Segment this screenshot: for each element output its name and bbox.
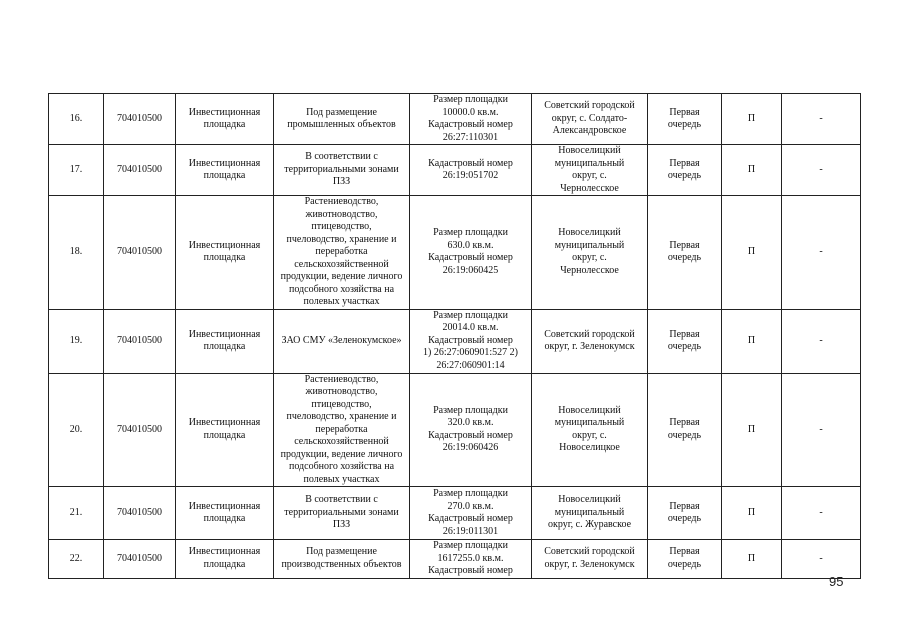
table-row — [49, 94, 861, 145]
object-type: Инвестиционная площадка — [176, 373, 274, 487]
object-type: Инвестиционная площадка — [176, 196, 274, 310]
table-row — [49, 540, 861, 579]
object-purpose: Под размещение промышленных объектов — [274, 94, 410, 145]
object-type: Инвестиционная площадка — [176, 540, 274, 579]
object-code: 704010500 — [104, 373, 176, 487]
object-code: 704010500 — [104, 94, 176, 145]
object-note: - — [782, 487, 861, 540]
row-number: 21. — [49, 487, 104, 540]
implementation-priority: Первая очередь — [648, 487, 722, 540]
object-purpose: В соответствии с территориальными зонами ПЗЗ — [274, 145, 410, 196]
table-row — [49, 196, 861, 310]
object-type: Инвестиционная площадка — [176, 487, 274, 540]
row-number: 22. — [49, 540, 104, 579]
row-number: 17. — [49, 145, 104, 196]
object-location: Советский городской округ, г. Зеленокумск — [532, 540, 648, 579]
object-purpose: ЗАО СМУ «Зеленокумское» — [274, 309, 410, 373]
object-note: - — [782, 309, 861, 373]
object-parameters: Размер площадки 630.0 кв.м. Кадастровый номер 26:19:060425 — [410, 196, 532, 310]
object-code: 704010500 — [104, 540, 176, 579]
object-purpose: Растениеводство, животноводство, птицеводство, пчеловодство, хранение и переработка сельскохозяйственной продукции, ведение личного подсобного хозяйства на полевых участках — [274, 373, 410, 487]
object-type: Инвестиционная площадка — [176, 309, 274, 373]
object-purpose: Растениеводство, животноводство, птицеводство, пчеловодство, хранение и переработка сельскохозяйственной продукции, ведение личного подсобного хозяйства на полевых участках — [274, 196, 410, 310]
object-status-letter: П — [722, 309, 782, 373]
object-note: - — [782, 540, 861, 579]
object-location: Новоселицкий муниципальный округ, с. Чернолесское — [532, 145, 648, 196]
object-location: Советский городской округ, с. Солдато- Александровское — [532, 94, 648, 145]
object-note: - — [782, 373, 861, 487]
object-code: 704010500 — [104, 145, 176, 196]
object-note: - — [782, 94, 861, 145]
page-number: 95 — [829, 574, 844, 589]
object-location: Новоселицкий муниципальный округ, с. Новоселицкое — [532, 373, 648, 487]
object-note: - — [782, 145, 861, 196]
row-number: 18. — [49, 196, 104, 310]
object-parameters: Размер площадки 20014.0 кв.м. Кадастровый номер 1) 26:27:060901:527 2) 26:27:060901:14 — [410, 309, 532, 373]
object-code: 704010500 — [104, 196, 176, 310]
implementation-priority: Первая очередь — [648, 373, 722, 487]
object-parameters: Размер площадки 320.0 кв.м. Кадастровый номер 26:19:060426 — [410, 373, 532, 487]
object-status-letter: П — [722, 487, 782, 540]
object-parameters: Размер площадки 10000.0 кв.м. Кадастровый номер 26:27:110301 — [410, 94, 532, 145]
object-location: Новоселицкий муниципальный округ, с. Журавское — [532, 487, 648, 540]
implementation-priority: Первая очередь — [648, 196, 722, 310]
implementation-priority: Первая очередь — [648, 94, 722, 145]
row-number: 20. — [49, 373, 104, 487]
object-parameters: Кадастровый номер 26:19:051702 — [410, 145, 532, 196]
row-number: 16. — [49, 94, 104, 145]
object-status-letter: П — [722, 94, 782, 145]
object-status-letter: П — [722, 145, 782, 196]
object-parameters: Размер площадки 1617255.0 кв.м. Кадастровый номер — [410, 540, 532, 579]
object-status-letter: П — [722, 540, 782, 579]
object-status-letter: П — [722, 196, 782, 310]
object-note: - — [782, 196, 861, 310]
table-row — [49, 145, 861, 196]
object-type: Инвестиционная площадка — [176, 94, 274, 145]
implementation-priority: Первая очередь — [648, 145, 722, 196]
object-code: 704010500 — [104, 309, 176, 373]
object-status-letter: П — [722, 373, 782, 487]
implementation-priority: Первая очередь — [648, 309, 722, 373]
object-purpose: Под размещение производственных объектов — [274, 540, 410, 579]
object-location: Новоселицкий муниципальный округ, с. Чернолесское — [532, 196, 648, 310]
object-code: 704010500 — [104, 487, 176, 540]
row-number: 19. — [49, 309, 104, 373]
object-parameters: Размер площадки 270.0 кв.м. Кадастровый номер 26:19:011301 — [410, 487, 532, 540]
object-purpose: В соответствии с территориальными зонами ПЗЗ — [274, 487, 410, 540]
object-type: Инвестиционная площадка — [176, 145, 274, 196]
table-row — [49, 309, 861, 373]
table-row — [49, 373, 861, 487]
investment-sites-table — [48, 93, 861, 579]
object-location: Советский городской округ, г. Зеленокумск — [532, 309, 648, 373]
table-row — [49, 487, 861, 540]
implementation-priority: Первая очередь — [648, 540, 722, 579]
